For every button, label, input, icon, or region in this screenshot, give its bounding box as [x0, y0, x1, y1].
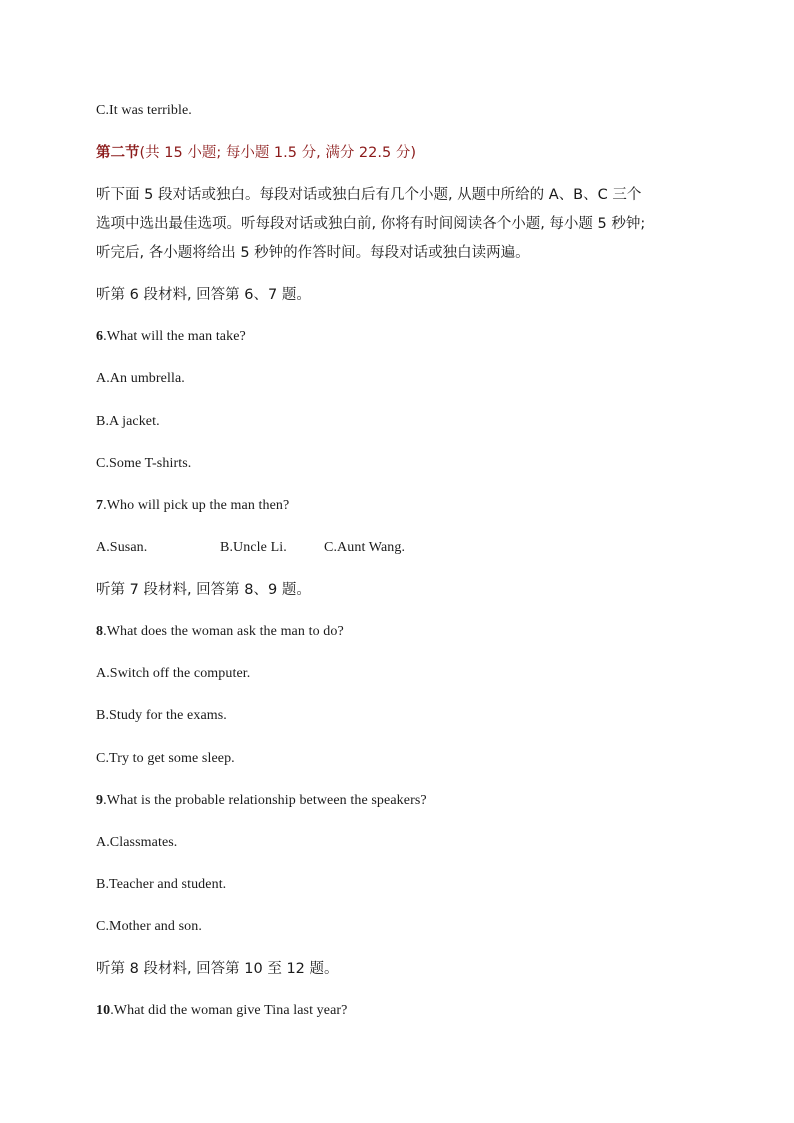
question-number: 9 — [96, 793, 104, 808]
instructions-line-3: 听完后, 各小题将给出 5 秒钟的作答时间。每段对话或独白读两遍。 — [96, 245, 530, 261]
instructions-line-2: 选项中选出最佳选项。听每段对话或独白前, 你将有时间阅读各个小题, 每小题 5 秒钟; — [96, 216, 646, 232]
question-text: .Who will pick up the man then? — [103, 498, 290, 513]
question-number: 10 — [96, 1003, 111, 1018]
section-heading — [96, 143, 416, 163]
question-8-option-a: A.Switch off the computer. — [96, 666, 251, 681]
question-text: .What did the woman give Tina last year? — [110, 1003, 348, 1018]
question-10 — [96, 1001, 348, 1021]
group-heading-8: 听第 8 段材料, 回答第 10 至 12 题。 — [96, 961, 339, 977]
question-number: 8 — [96, 624, 104, 639]
question-8-option-b: B.Study for the exams. — [96, 708, 227, 723]
option-c-prev: C.It was terrible. — [96, 103, 192, 118]
question-9-option-b: B.Teacher and student. — [96, 877, 227, 892]
question-7-option-c: C.Aunt Wang. — [324, 540, 406, 555]
question-6-option-c: C.Some T-shirts. — [96, 456, 192, 471]
instructions-line-1: 听下面 5 段对话或独白。每段对话或独白后有几个小题, 从题中所给的 A、B、C 三个 — [96, 187, 642, 203]
question-number: 7 — [96, 498, 104, 513]
question-text: .What is the probable relationship between the speakers? — [103, 793, 427, 808]
question-9 — [96, 791, 427, 811]
question-7 — [96, 496, 289, 516]
question-number: 6 — [96, 329, 104, 344]
question-text: .What will the man take? — [103, 329, 246, 344]
question-9-option-a: A.Classmates. — [96, 835, 178, 850]
section-title: 第二节 — [96, 145, 140, 161]
group-heading-6: 听第 6 段材料, 回答第 6、7 题。 — [96, 287, 311, 303]
question-7-option-b: B.Uncle Li. — [220, 540, 287, 555]
question-6-option-b: B.A jacket. — [96, 414, 160, 429]
question-7-option-a: A.Susan. — [96, 540, 148, 555]
question-text: .What does the woman ask the man to do? — [103, 624, 344, 639]
question-9-option-c: C.Mother and son. — [96, 919, 202, 934]
group-heading-7: 听第 7 段材料, 回答第 8、9 题。 — [96, 582, 311, 598]
question-8-option-c: C.Try to get some sleep. — [96, 751, 235, 766]
question-6 — [96, 327, 246, 347]
question-7-options — [96, 538, 405, 558]
question-8 — [96, 622, 344, 642]
section-note: (共 15 小题; 每小题 1.5 分, 满分 22.5 分) — [139, 145, 416, 161]
question-6-option-a: A.An umbrella. — [96, 371, 185, 386]
